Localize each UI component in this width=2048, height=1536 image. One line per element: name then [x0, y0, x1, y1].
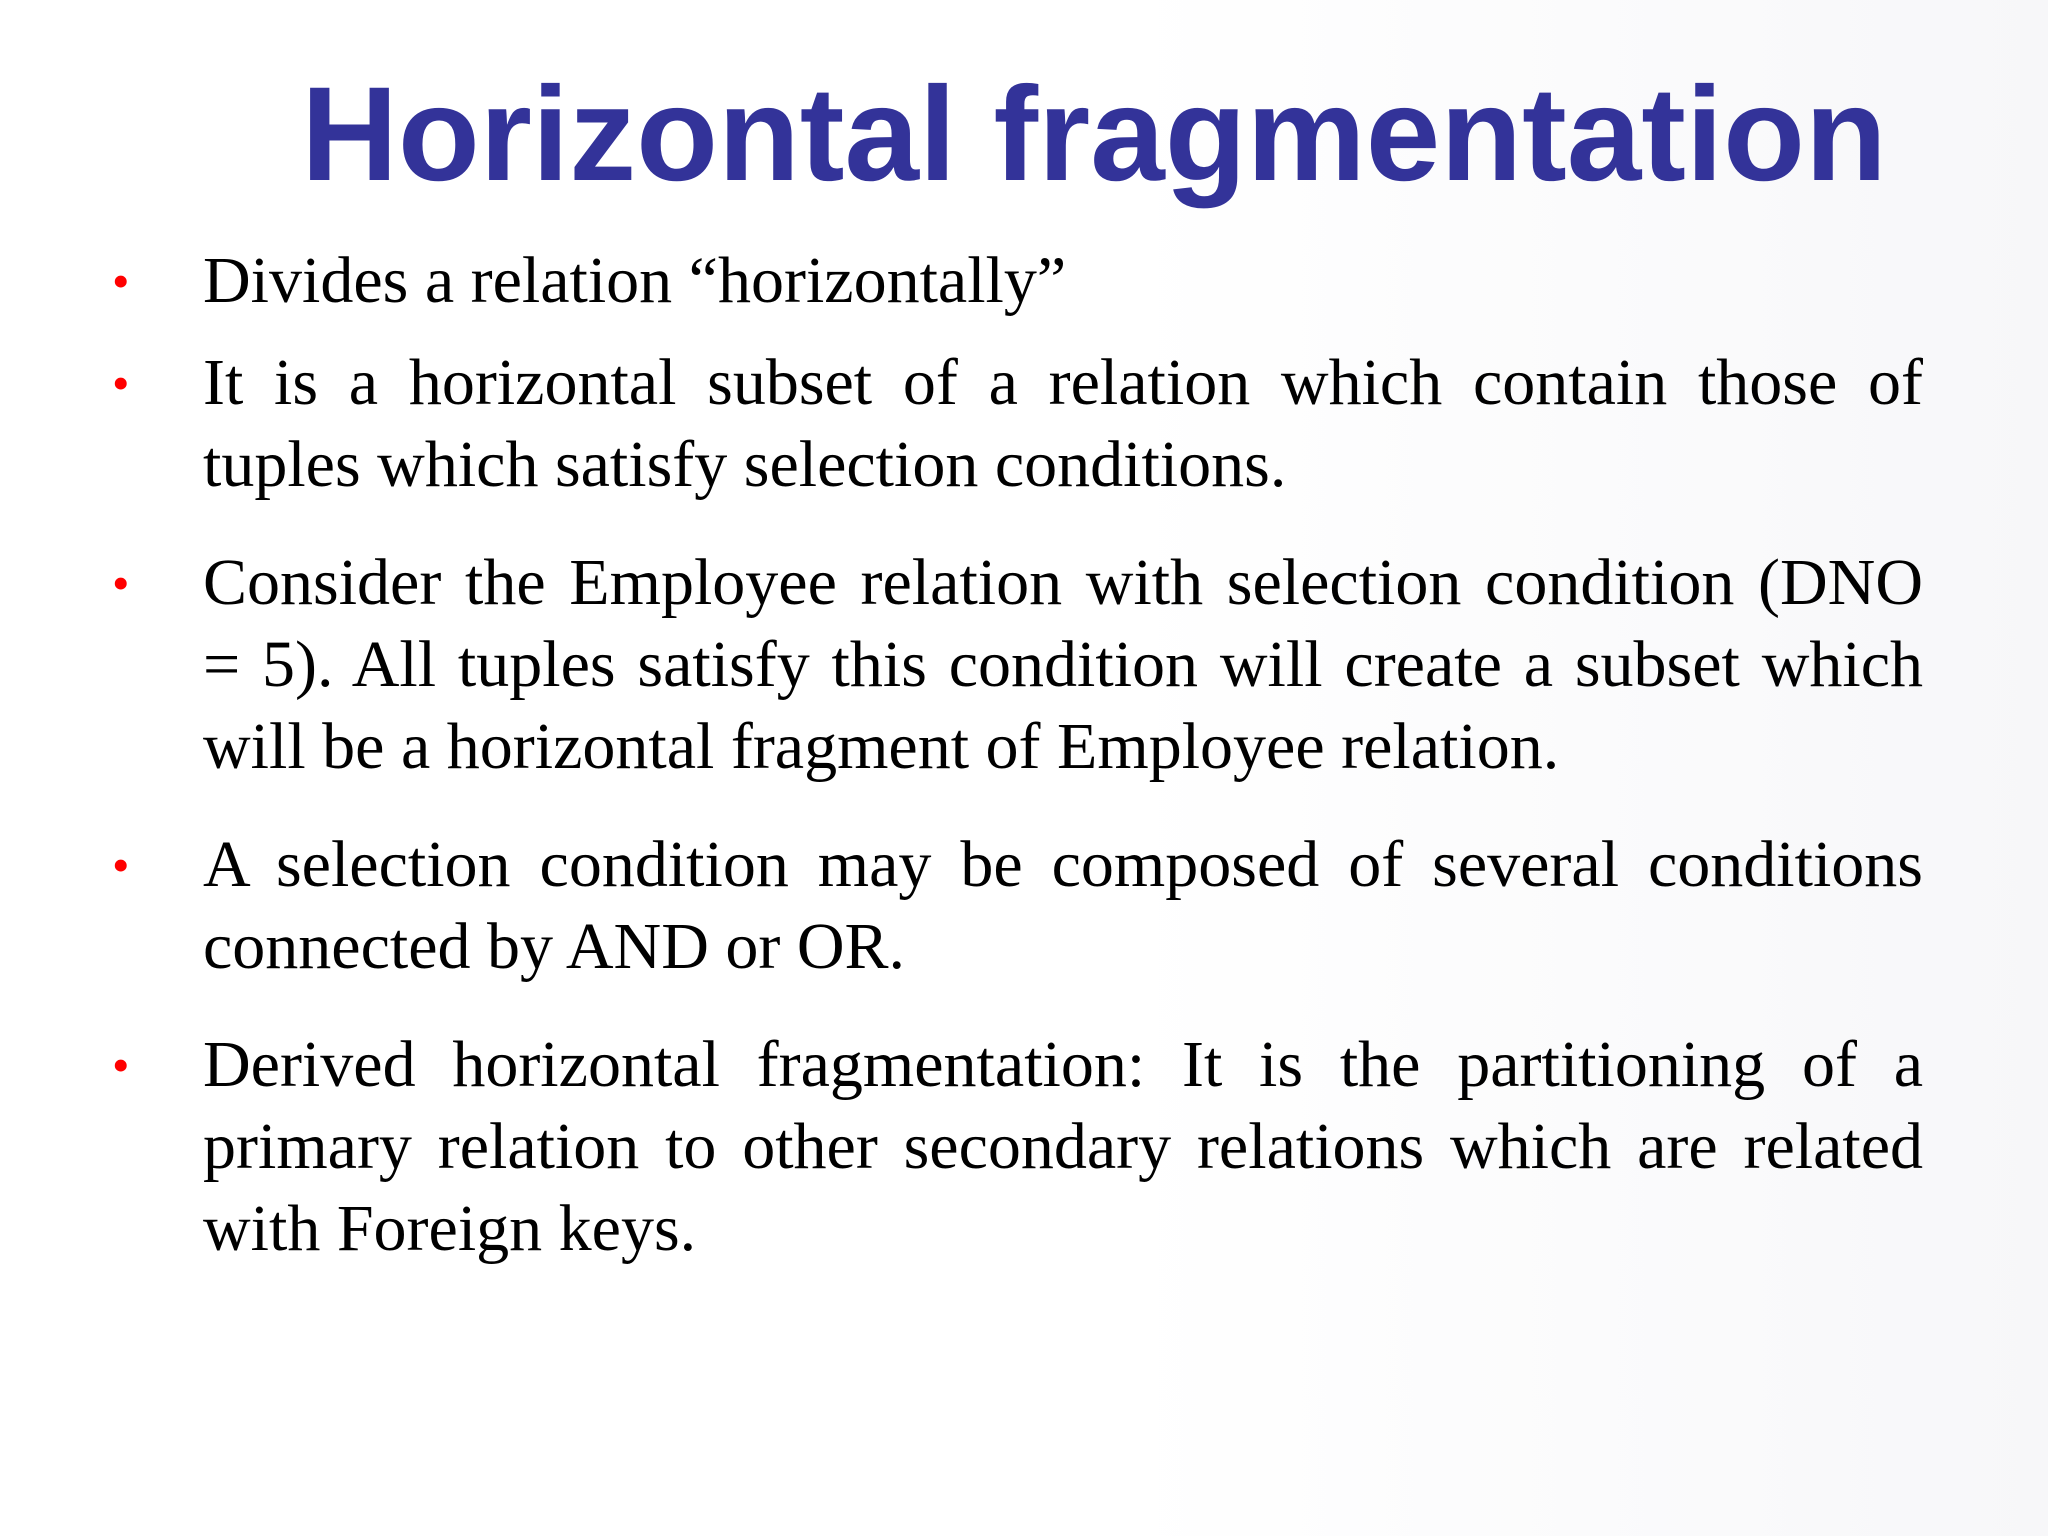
bullet-dot-icon: •	[112, 253, 130, 309]
slide-title: Horizontal fragmentation	[301, 60, 1887, 209]
bullet-item	[0, 240, 2048, 322]
bullet-dot-icon: •	[112, 355, 130, 411]
bullet-item	[0, 542, 2048, 788]
bullet-item	[0, 342, 2048, 506]
bullet-text: Divides a relation “horizontally”	[203, 244, 1067, 317]
bullet-text: A selection condition may be composed of several conditions connected by AND or OR.	[203, 828, 1923, 983]
bullet-dot-icon: •	[112, 837, 130, 893]
bullet-item	[0, 824, 2048, 988]
bullet-text: Derived horizontal fragmentation: It is the partitioning of a primary relation to other secondary relations which are related with Foreign keys.	[203, 1028, 1923, 1265]
bullet-dot-icon: •	[112, 1037, 130, 1093]
bullet-text: It is a horizontal subset of a relation which contain those of tuples which satisfy selection conditions.	[203, 346, 1923, 501]
bullet-dot-icon: •	[112, 555, 130, 611]
bullet-list	[0, 240, 2048, 1270]
bullet-item	[0, 1024, 2048, 1270]
bullet-text: Consider the Employee relation with selection condition (DNO = 5). All tuples satisfy this condition will create a subset which will be a horizontal fragment of Employee relation.	[203, 546, 1923, 783]
